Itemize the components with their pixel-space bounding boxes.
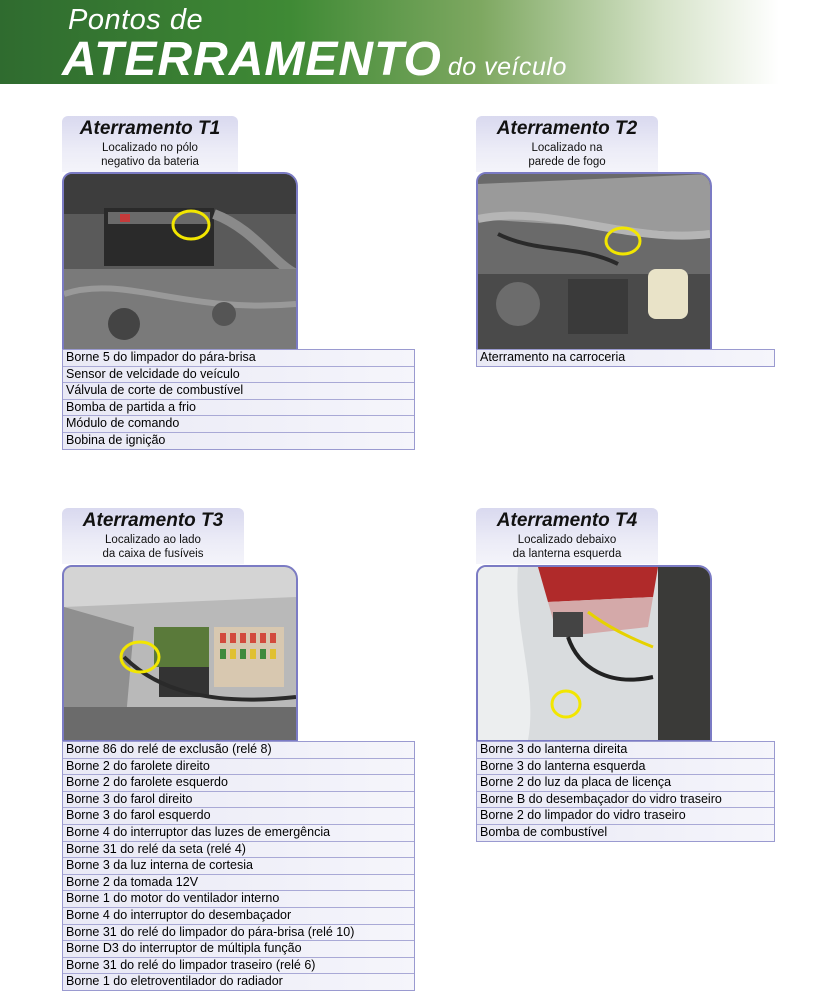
section-t4-location-line2: da lanterna esquerda bbox=[512, 548, 622, 560]
list-item: Borne 31 do relé da seta (relé 4) bbox=[63, 842, 414, 859]
list-item: Módulo de comando bbox=[63, 416, 414, 433]
section-t1-location-line2: negativo da bateria bbox=[101, 156, 199, 168]
list-item: Bomba de partida a frio bbox=[63, 400, 414, 417]
section-t4-photo bbox=[476, 565, 712, 742]
header-title-line2 bbox=[62, 33, 567, 91]
section-t4-location-line1: Localizado debaixo bbox=[517, 534, 617, 546]
list-item: Borne 5 do limpador do pára-brisa bbox=[63, 350, 414, 367]
section-t3-photo bbox=[62, 565, 298, 742]
section-t1-list bbox=[62, 349, 415, 450]
section-t2-title: Aterramento T2 bbox=[496, 118, 638, 139]
page-header bbox=[0, 0, 829, 84]
header-title-line1: Pontos de bbox=[68, 4, 204, 36]
section-t4-title: Aterramento T4 bbox=[496, 510, 638, 531]
list-item: Borne 3 da luz interna de cortesia bbox=[63, 858, 414, 875]
section-t1-title: Aterramento T1 bbox=[79, 118, 221, 139]
section-t2-location-line1: Localizado na bbox=[531, 142, 603, 154]
list-item: Borne 1 do eletroventilador do radiador bbox=[63, 974, 414, 990]
section-t1-location bbox=[62, 141, 238, 169]
list-item: Borne 3 do lanterna esquerda bbox=[477, 759, 774, 776]
section-t1-tab bbox=[62, 116, 238, 172]
list-item: Borne 31 do relé do limpador traseiro (relé 6) bbox=[63, 958, 414, 975]
list-item: Borne 2 do luz da placa de licença bbox=[477, 775, 774, 792]
section-t2-list bbox=[476, 349, 775, 367]
list-item: Borne 2 da tomada 12V bbox=[63, 875, 414, 892]
list-item: Borne 3 do lanterna direita bbox=[477, 742, 774, 759]
list-item: Borne 86 do relé de exclusão (relé 8) bbox=[63, 742, 414, 759]
list-item: Válvula de corte de combustível bbox=[63, 383, 414, 400]
list-item: Borne 31 do relé do limpador do pára-brisa (relé 10) bbox=[63, 925, 414, 942]
section-t3-location-line1: Localizado ao lado bbox=[105, 534, 201, 546]
list-item: Borne 4 do interruptor do desembaçador bbox=[63, 908, 414, 925]
list-item: Bobina de ignição bbox=[63, 433, 414, 449]
section-t3-location-line2: da caixa de fusíveis bbox=[102, 548, 204, 560]
list-item: Borne 2 do farolete esquerdo bbox=[63, 775, 414, 792]
list-item: Borne 2 do farolete direito bbox=[63, 759, 414, 776]
list-item: Bomba de combustível bbox=[477, 825, 774, 841]
section-t4-tab bbox=[476, 508, 658, 564]
section-t2-tab bbox=[476, 116, 658, 172]
section-t1-photo bbox=[62, 172, 298, 352]
section-t4-location bbox=[476, 533, 658, 561]
header-title-suffix: do veículo bbox=[447, 53, 567, 81]
section-t1-location-line1: Localizado no pólo bbox=[102, 142, 198, 154]
list-item: Borne 1 do motor do ventilador interno bbox=[63, 891, 414, 908]
section-t2-location-line2: parede de fogo bbox=[528, 156, 606, 168]
list-item: Aterramento na carroceria bbox=[477, 350, 774, 366]
section-t2-location bbox=[476, 141, 658, 169]
list-item: Borne B do desembaçador do vidro traseiro bbox=[477, 792, 774, 809]
section-t3-location bbox=[62, 533, 244, 561]
list-item: Borne 3 do farol esquerdo bbox=[63, 808, 414, 825]
section-t3-tab bbox=[62, 508, 244, 564]
section-t2-photo bbox=[476, 172, 712, 352]
list-item: Borne 4 do interruptor das luzes de emergência bbox=[63, 825, 414, 842]
list-item: Sensor de velcidade do veículo bbox=[63, 367, 414, 384]
section-t4-list bbox=[476, 741, 775, 842]
header-title-main: ATERRAMENTO bbox=[62, 33, 442, 86]
section-t3-title: Aterramento T3 bbox=[82, 510, 224, 531]
list-item: Borne 3 do farol direito bbox=[63, 792, 414, 809]
list-item: Borne 2 do limpador do vidro traseiro bbox=[477, 808, 774, 825]
list-item: Borne D3 do interruptor de múltipla função bbox=[63, 941, 414, 958]
section-t3-list bbox=[62, 741, 415, 991]
